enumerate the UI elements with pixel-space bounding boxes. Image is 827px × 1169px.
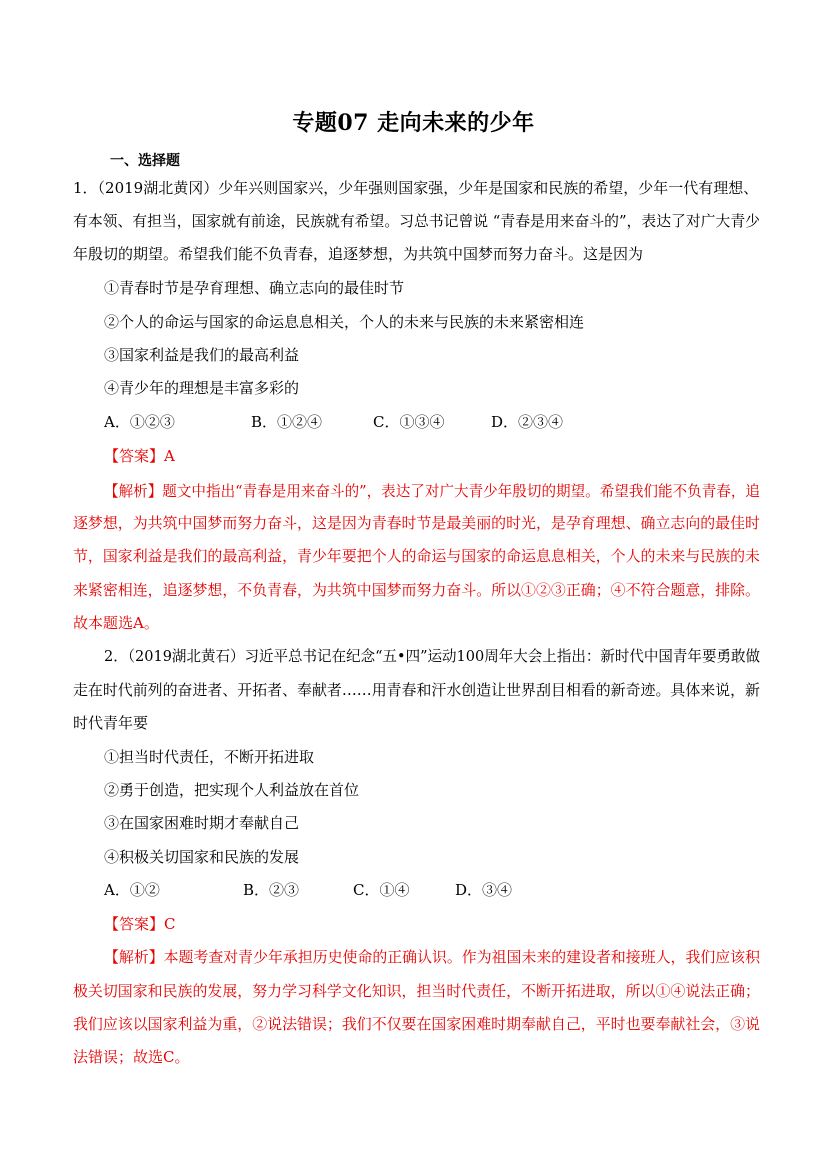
q1-analysis-line: 【解析】题文中指出“青春是用来奋斗的”，表达了对广大青少年殷切的期望。希望我们能不负青春，追 [104,482,760,500]
q1-analysis-line: 故本题选A。 [73,614,159,632]
q1-item: ③国家利益是我们的最高利益 [104,346,300,364]
q1-answer: 【答案】A [104,447,175,465]
q1-option-b: B．①②④ [251,413,323,431]
q2-stem-line: 走在时代前列的奋进者、开拓者、奉献者……用青春和汗水创造让世界刮目相看的新奇迹。具体来说，新 [73,681,760,699]
q2-answer: 【答案】C [104,915,176,933]
q2-analysis-line: 【解析】本题考查对青少年承担历史使命的正确认识。作为祖国未来的建设者和接班人，我们应该积 [104,948,760,966]
q1-option-a: A．①②③ [104,413,175,431]
q2-item: ④积极关切国家和民族的发展 [104,848,300,866]
q1-analysis-line: 节，国家利益是我们的最高利益，青少年要把个人的命运与国家的命运息息相关，个人的未来与民族的未 [73,547,760,565]
q1-item: ②个人的命运与国家的命运息息相关，个人的未来与民族的未来紧密相连 [104,313,585,331]
page-title: 专题07 走向未来的少年 [292,110,535,136]
q1-analysis-line: 逐梦想，为共筑中国梦而努力奋斗，这是因为青春时节是最美丽的时光，是孕育理想、确立志向的最佳时 [73,514,760,532]
q2-analysis-line: 极关切国家和民族的发展，努力学习科学文化知识，担当时代责任，不断开拓进取，所以①④说法正确； [73,982,760,1000]
q1-stem-line: 年殷切的期望。希望我们能不负青春，追逐梦想，为共筑中国梦而努力奋斗。这是因为 [73,245,644,263]
q1-option-c: C．①③④ [373,413,445,431]
q2-item: ②勇于创造，把实现个人利益放在首位 [104,781,360,799]
section-heading: 一、选择题 [110,153,180,169]
q1-item: ①青春时节是孕育理想、确立志向的最佳时节 [104,279,405,297]
q2-item: ①担当时代责任，不断开拓进取 [104,748,315,766]
q1-item: ④青少年的理想是丰富多彩的 [104,379,300,397]
q2-analysis-line: 法错误；故选C。 [73,1048,190,1066]
q2-option-c: C．①④ [353,881,410,899]
q2-stem-line: 时代青年要 [73,714,149,732]
q2-stem-line: 2．（2019湖北黄石）习近平总书记在纪念“五•四”运动100周年大会上指出：新时代中国青年要勇敢做 [104,647,760,665]
q2-analysis-line: 我们应该以国家利益为重，②说法错误；我们不仅要在国家困难时期奉献自己，平时也要奉献社会，③说 [73,1015,760,1033]
q2-option-d: D．③④ [455,881,513,899]
q2-item: ③在国家困难时期才奉献自己 [104,814,300,832]
q1-option-d: D．②③④ [491,413,564,431]
q1-stem-line: 1．（2019湖北黄冈）少年兴则国家兴，少年强则国家强，少年是国家和民族的希望，少年一代有理想、 [73,179,759,197]
q2-option-b: B．②③ [243,881,300,899]
q2-option-a: A．①② [104,881,160,899]
q1-analysis-line: 来紧密相连，追逐梦想，不负青春，为共筑中国梦而努力奋斗。所以①②③正确；④不符合题意，排除。 [73,581,760,599]
q1-stem-line: 有本领、有担当，国家就有前途，民族就有希望。习总书记曾说 “青春是用来奋斗的”，表达了对广大青少 [73,212,760,230]
